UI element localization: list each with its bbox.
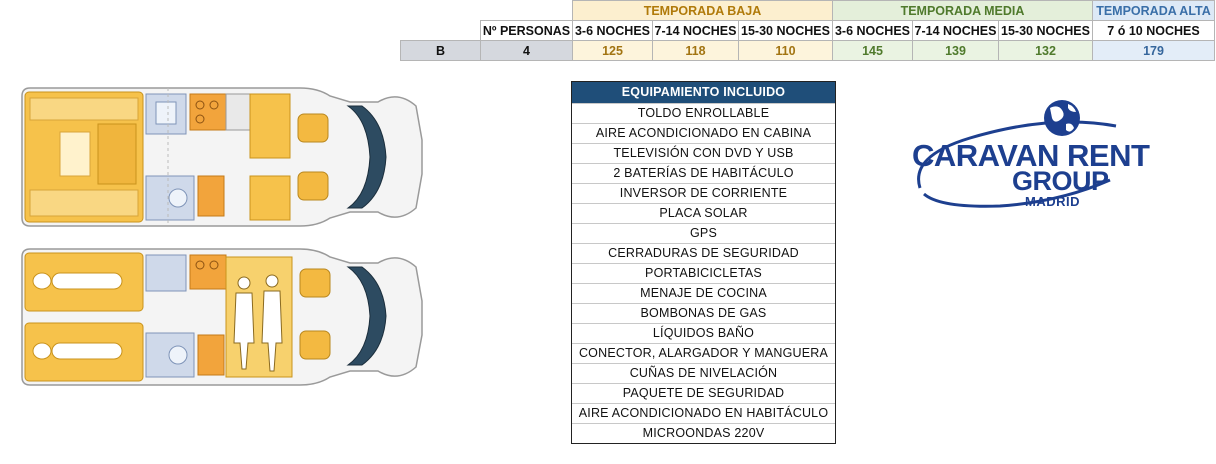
equipment-item: CERRADURAS DE SEGURIDAD xyxy=(572,243,835,263)
baja-col-3-header: 15-30 NOCHES xyxy=(739,21,833,41)
equipment-item: TOLDO ENROLLABLE xyxy=(572,103,835,123)
equipment-item: AIRE ACONDICIONADO EN HABITÁCULO xyxy=(572,403,835,423)
baja-col-2-header: 7-14 NOCHES xyxy=(653,21,739,41)
baja-col-1-header: 3-6 NOCHES xyxy=(573,21,653,41)
equipment-item: PAQUETE DE SEGURIDAD xyxy=(572,383,835,403)
price-media-1: 145 xyxy=(833,41,913,61)
logo-line-2: GROUP xyxy=(1012,166,1109,196)
floor-plan-day-layout xyxy=(18,80,426,230)
media-col-2-header: 7-14 NOCHES xyxy=(913,21,999,41)
media-col-3-header: 15-30 NOCHES xyxy=(999,21,1093,41)
price-media-3: 132 xyxy=(999,41,1093,61)
equipment-item: MICROONDAS 220V xyxy=(572,423,835,443)
equipment-table xyxy=(571,81,836,444)
season-row xyxy=(401,1,1215,21)
equipment-item: INVERSOR DE CORRIENTE xyxy=(572,183,835,203)
equipment-item: CONECTOR, ALARGADOR Y MANGUERA xyxy=(572,343,835,363)
logo-line-1: CARAVAN RENT xyxy=(912,138,1150,173)
equipment-item: CUÑAS DE NIVELACIÓN xyxy=(572,363,835,383)
company-logo xyxy=(910,96,1150,216)
price-baja-3: 110 xyxy=(739,41,833,61)
equipment-item: PORTABICICLETAS xyxy=(572,263,835,283)
equipment-item: MENAJE DE COCINA xyxy=(572,283,835,303)
equipment-item: TELEVISIÓN CON DVD Y USB xyxy=(572,143,835,163)
logo-line-3: MADRID xyxy=(1025,194,1080,209)
equipment-item: GPS xyxy=(572,223,835,243)
season-baja-header: TEMPORADA BAJA xyxy=(573,1,833,21)
price-baja-1: 125 xyxy=(573,41,653,61)
equipment-item: LÍQUIDOS BAÑO xyxy=(572,323,835,343)
floor-plan-night-layout xyxy=(18,243,426,389)
price-media-2: 139 xyxy=(913,41,999,61)
media-col-1-header: 3-6 NOCHES xyxy=(833,21,913,41)
equipment-title: EQUIPAMIENTO INCLUIDO xyxy=(572,82,835,103)
season-media-header: TEMPORADA MEDIA xyxy=(833,1,1093,21)
price-row xyxy=(401,41,1215,61)
equipment-item: PLACA SOLAR xyxy=(572,203,835,223)
equipment-item: AIRE ACONDICIONADO EN CABINA xyxy=(572,123,835,143)
persons-cell: 4 xyxy=(481,41,573,61)
season-alta-header: TEMPORADA ALTA xyxy=(1093,1,1215,21)
price-alta-1: 179 xyxy=(1093,41,1215,61)
price-table xyxy=(400,0,1215,61)
equipment-item: 2 BATERÍAS DE HABITÁCULO xyxy=(572,163,835,183)
persons-header: Nº PERSONAS xyxy=(481,21,573,41)
equipment-item: BOMBONAS DE GAS xyxy=(572,303,835,323)
price-baja-2: 118 xyxy=(653,41,739,61)
alta-col-1-header: 7 ó 10 NOCHES xyxy=(1093,21,1215,41)
column-header-row xyxy=(401,21,1215,41)
model-cell: B xyxy=(401,41,481,61)
